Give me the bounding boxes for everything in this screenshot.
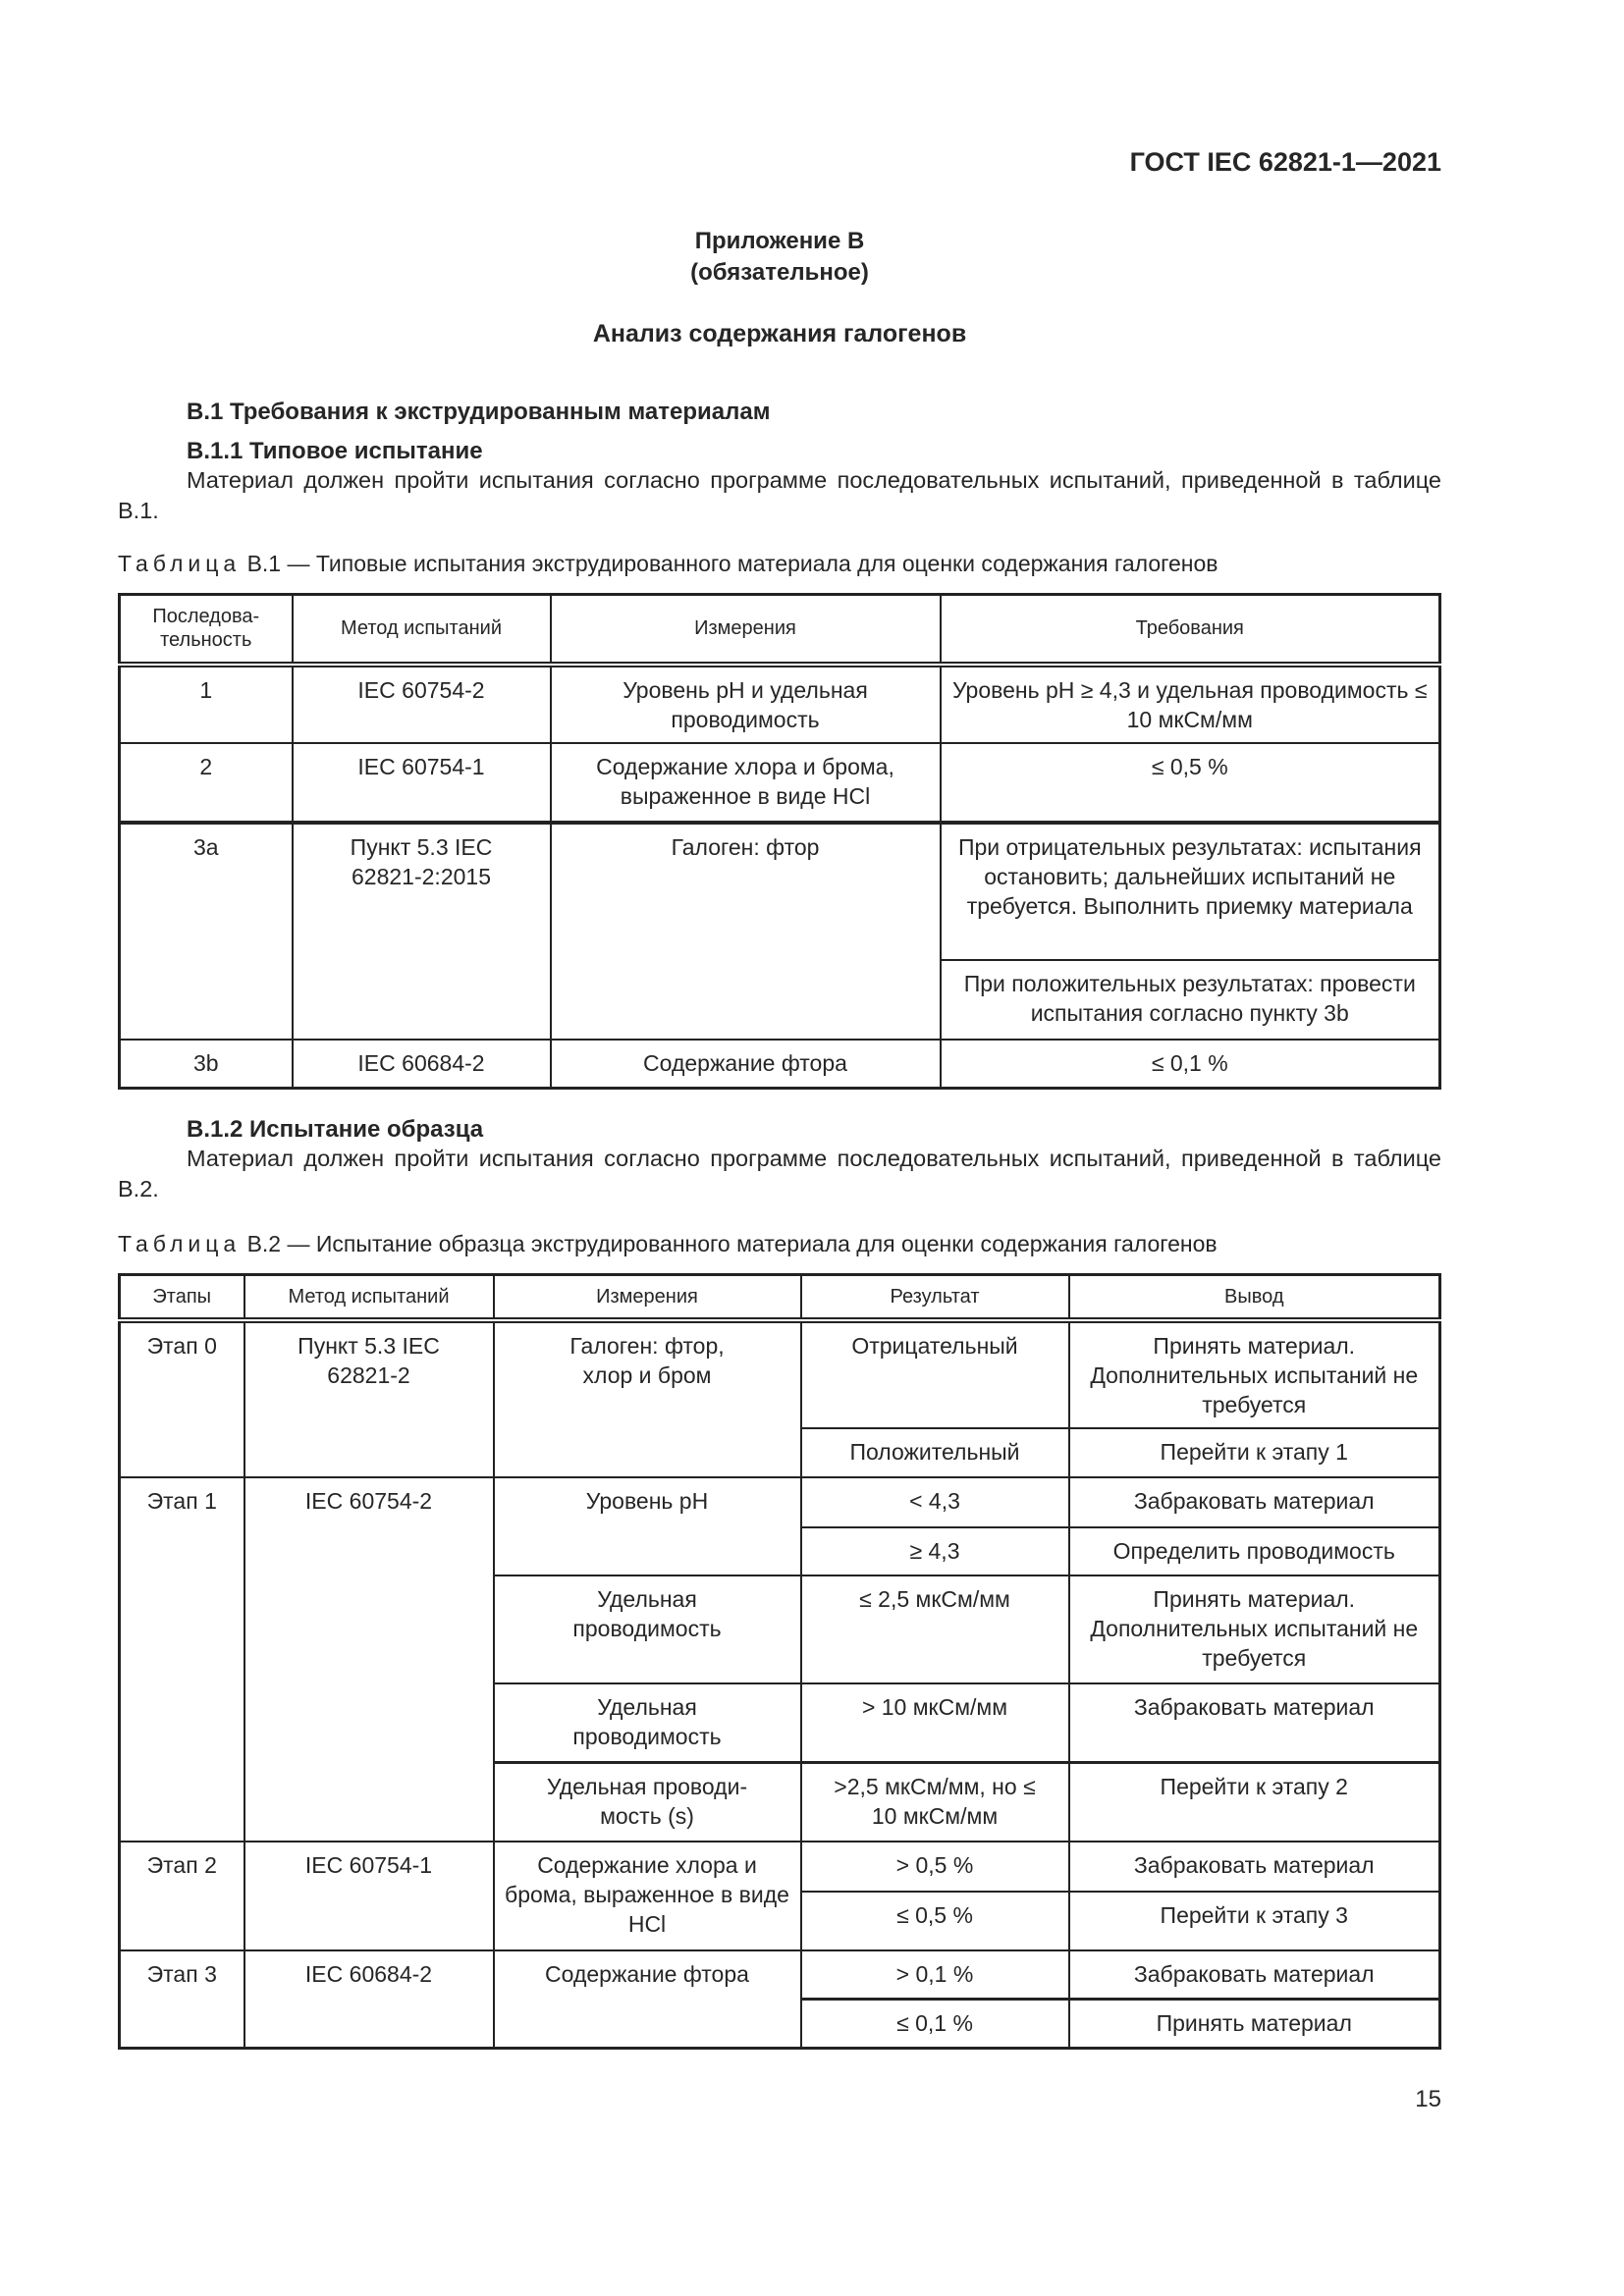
cell-method: IEC 60754-2 <box>244 1477 494 1842</box>
cell-conclusion: Принять материал. Дополнительных испытаний не требуется <box>1069 1575 1440 1683</box>
cell-sequence: 3а <box>120 823 293 1040</box>
cell-measure: Уровень pH <box>494 1477 801 1575</box>
section-b11-title: В.1.1 Типовое испытание <box>187 438 483 464</box>
column-header: Метод испытаний <box>293 595 551 665</box>
table-row <box>120 1320 1440 1428</box>
cell-stage: Этап 3 <box>120 1950 244 2049</box>
cell-result: >2,5 мкСм/мм, но ≤ 10 мкСм/мм <box>801 1763 1069 1842</box>
cell-conclusion: Перейти к этапу 1 <box>1069 1428 1440 1477</box>
table-row <box>120 1842 1440 1892</box>
cell-measure: Содержание хлора и брома, выраженное в виде HCl <box>494 1842 801 1950</box>
cell-measure: Содержание хлора и брома, выраженное в виде HCl <box>551 743 941 823</box>
column-header: Вывод <box>1069 1275 1440 1320</box>
cell-measure: Содержание фтора <box>494 1950 801 2049</box>
section-b12-text <box>118 1144 1441 1204</box>
cell-sequence: 3b <box>120 1040 293 1089</box>
cell-method: Пункт 5.3 IEC 62821-2:2015 <box>293 823 551 1040</box>
cell-result: ≥ 4,3 <box>801 1527 1069 1575</box>
section-b11-text <box>118 465 1441 526</box>
cell-conclusion: Перейти к этапу 2 <box>1069 1763 1440 1842</box>
cell-conclusion: Определить проводимость <box>1069 1527 1440 1575</box>
cell-conclusion: Забраковать материал <box>1069 1950 1440 2000</box>
cell-stage: Этап 0 <box>120 1320 244 1477</box>
cell-method: IEC 60754-1 <box>293 743 551 823</box>
column-header: Этапы <box>120 1275 244 1320</box>
cell-result: > 0,1 % <box>801 1950 1069 2000</box>
cell-stage: Этап 1 <box>120 1477 244 1842</box>
table-row <box>120 1477 1440 1527</box>
column-header: Последова-тельность <box>120 595 293 665</box>
cell-result: > 0,5 % <box>801 1842 1069 1892</box>
cell-measure: Содержание фтора <box>551 1040 941 1089</box>
column-header: Измерения <box>551 595 941 665</box>
cell-measure: Удельная проводимость <box>494 1575 801 1683</box>
cell-requirement: При отрицательных результатах: испытания остановить; дальнейших испытаний не требуется. Выполнить приемку материала <box>941 823 1440 960</box>
table-row <box>120 823 1440 960</box>
cell-stage: Этап 2 <box>120 1842 244 1950</box>
cell-requirement: ≤ 0,5 % <box>941 743 1440 823</box>
caption-text: В.2 — Испытание образца экструдированного материала для оценки содержания галогенов <box>246 1231 1218 1256</box>
annex-heading: Анализ содержания галогенов <box>592 320 967 347</box>
column-header: Измерения <box>494 1275 801 1320</box>
cell-sequence: 1 <box>120 665 293 743</box>
column-header: Метод испытаний <box>244 1275 494 1320</box>
document-number: ГОСТ IEC 62821-1—2021 <box>1129 147 1441 177</box>
cell-requirement: Уровень pH ≥ 4,3 и удельная проводимость ≤ 10 мкСм/мм <box>941 665 1440 743</box>
table2-caption <box>118 1231 1218 1257</box>
cell-measure: Удельная проводи-мость (s) <box>494 1763 801 1842</box>
cell-method: IEC 60754-2 <box>293 665 551 743</box>
cell-result: ≤ 0,1 % <box>801 2000 1069 2049</box>
table-row <box>120 1040 1440 1089</box>
cell-method: IEC 60684-2 <box>293 1040 551 1089</box>
cell-conclusion: Принять материал. Дополнительных испытаний не требуется <box>1069 1320 1440 1428</box>
cell-measure: Галоген: фтор <box>551 823 941 1040</box>
cell-result: Положительный <box>801 1428 1069 1477</box>
column-header: Результат <box>801 1275 1069 1320</box>
annex-status: (обязательное) <box>690 259 869 286</box>
table-row <box>120 743 1440 823</box>
cell-measure: Удельная проводимость <box>494 1683 801 1763</box>
cell-result: ≤ 2,5 мкСм/мм <box>801 1575 1069 1683</box>
cell-measure: Уровень pH и удельная проводимость <box>551 665 941 743</box>
section-b12-title: В.1.2 Испытание образца <box>187 1116 484 1143</box>
cell-conclusion: Принять материал <box>1069 2000 1440 2049</box>
cell-conclusion: Забраковать материал <box>1069 1683 1440 1763</box>
cell-requirement: При положительных результатах: провести испытания согласно пункту 3b <box>941 960 1440 1040</box>
caption-text: В.1 — Типовые испытания экструдированного материала для оценки содержания галогенов <box>246 551 1218 576</box>
table-row <box>120 1950 1440 2000</box>
cell-method: IEC 60684-2 <box>244 1950 494 2049</box>
cell-conclusion: Перейти к этапу 3 <box>1069 1892 1440 1950</box>
cell-method: IEC 60754-1 <box>244 1842 494 1950</box>
cell-method: Пункт 5.3 IEC 62821-2 <box>244 1320 494 1477</box>
cell-result: > 10 мкСм/мм <box>801 1683 1069 1763</box>
annex-title: Приложение В <box>694 228 865 254</box>
cell-conclusion: Забраковать материал <box>1069 1477 1440 1527</box>
cell-conclusion: Забраковать материал <box>1069 1842 1440 1892</box>
cell-result: ≤ 0,5 % <box>801 1892 1069 1950</box>
section-b1-title: В.1 Требования к экструдированным материалам <box>187 399 771 425</box>
table-b2 <box>118 1273 1441 2050</box>
table-row <box>120 665 1440 743</box>
cell-result: Отрицательный <box>801 1320 1069 1428</box>
table-b1 <box>118 593 1441 1090</box>
cell-sequence: 2 <box>120 743 293 823</box>
column-header: Требования <box>941 595 1440 665</box>
caption-prefix: Таблица <box>118 551 242 576</box>
cell-result: < 4,3 <box>801 1477 1069 1527</box>
page-number: 15 <box>1415 2086 1441 2112</box>
table1-caption <box>118 551 1218 577</box>
caption-prefix: Таблица <box>118 1231 242 1256</box>
cell-requirement: ≤ 0,1 % <box>941 1040 1440 1089</box>
cell-measure: Галоген: фтор, хлор и бром <box>494 1320 801 1477</box>
paragraph-text: Материал должен пройти испытания согласно программе последовательных испытаний, приведенной в таблице В.1. <box>118 467 1441 523</box>
paragraph-text: Материал должен пройти испытания согласно программе последовательных испытаний, приведенной в таблице В.2. <box>118 1146 1441 1201</box>
